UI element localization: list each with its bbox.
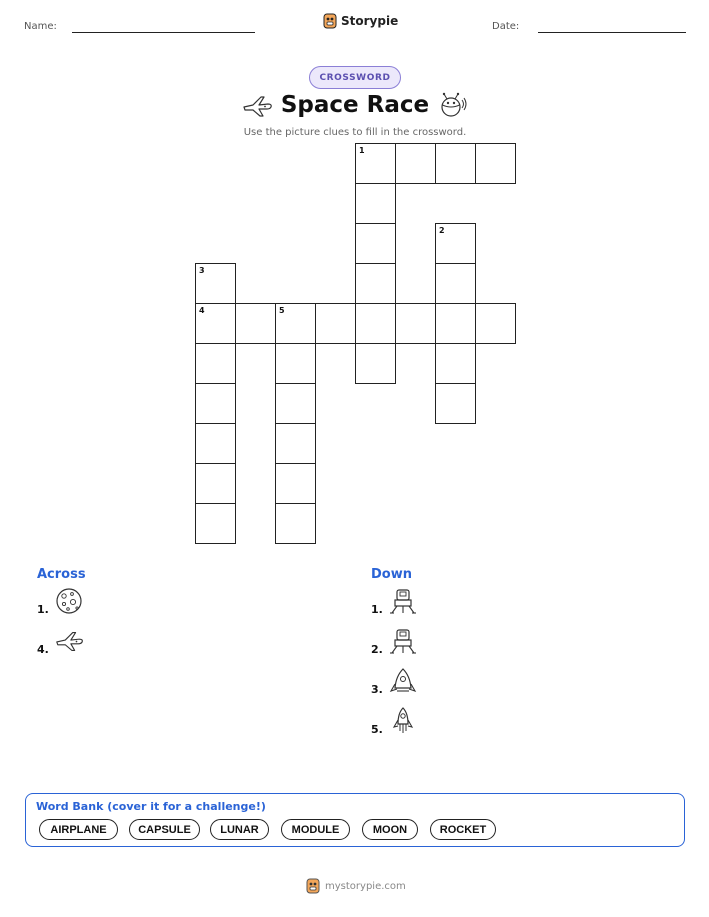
crossword-badge: CROSSWORD xyxy=(309,66,401,89)
grid-cell[interactable] xyxy=(395,143,436,184)
down-clue-number: 2. xyxy=(371,643,383,656)
across-clue-number: 1. xyxy=(37,603,49,616)
down-clue-number: 3. xyxy=(371,683,383,696)
clue-number-1: 1 xyxy=(359,146,365,155)
down-clue-number: 5. xyxy=(371,723,383,736)
grid-cell[interactable] xyxy=(235,303,276,344)
grid-cell[interactable] xyxy=(355,303,396,344)
word-chip: MOON xyxy=(362,819,418,840)
grid-cell[interactable] xyxy=(275,343,316,384)
footer xyxy=(306,878,406,894)
brand-logo xyxy=(323,13,398,29)
grid-cell[interactable] xyxy=(395,303,436,344)
storypie-mascot-icon xyxy=(323,13,337,29)
name-line[interactable] xyxy=(72,32,255,33)
grid-cell[interactable] xyxy=(195,383,236,424)
capsule-icon xyxy=(388,666,418,696)
word-chip: LUNAR xyxy=(210,819,269,840)
grid-cell[interactable] xyxy=(435,143,476,184)
grid-cell[interactable] xyxy=(475,303,516,344)
grid-cell[interactable] xyxy=(275,503,316,544)
word-chip: MODULE xyxy=(281,819,350,840)
grid-cell[interactable] xyxy=(355,263,396,304)
down-clue-number: 1. xyxy=(371,603,383,616)
word-chip: AIRPLANE xyxy=(39,819,118,840)
instructions: Use the picture clues to fill in the crossword. xyxy=(243,127,467,138)
date-label: Date: xyxy=(492,21,520,32)
grid-cell[interactable] xyxy=(195,503,236,544)
grid-cell[interactable] xyxy=(315,303,356,344)
grid-cell[interactable] xyxy=(355,343,396,384)
clue-number-3: 3 xyxy=(199,266,205,275)
grid-cell[interactable] xyxy=(355,183,396,224)
grid-cell[interactable] xyxy=(355,143,396,184)
word-bank xyxy=(25,793,685,847)
grid-cell[interactable] xyxy=(195,263,236,304)
clue-number-2: 2 xyxy=(439,226,445,235)
across-heading: Across xyxy=(37,567,86,582)
grid-cell[interactable] xyxy=(195,463,236,504)
grid-cell[interactable] xyxy=(275,463,316,504)
name-label: Name: xyxy=(24,21,57,32)
grid-cell[interactable] xyxy=(435,383,476,424)
storypie-mascot-icon xyxy=(306,878,320,894)
grid-cell[interactable] xyxy=(195,423,236,464)
page-title: Space Race xyxy=(280,92,430,118)
grid-cell[interactable] xyxy=(435,303,476,344)
grid-cell[interactable] xyxy=(275,303,316,344)
lunar-module-icon xyxy=(388,586,418,616)
clue-number-4: 4 xyxy=(199,306,205,315)
date-line[interactable] xyxy=(538,32,686,33)
clue-number-5: 5 xyxy=(279,306,285,315)
word-bank-title: Word Bank (cover it for a challenge!) xyxy=(36,800,266,813)
grid-cell[interactable] xyxy=(435,263,476,304)
grid-cell[interactable] xyxy=(275,423,316,464)
word-chip: ROCKET xyxy=(430,819,496,840)
rocket-icon xyxy=(388,706,418,736)
word-chip: CAPSULE xyxy=(129,819,200,840)
lunar-module-icon xyxy=(388,626,418,656)
grid-cell[interactable] xyxy=(195,343,236,384)
grid-cell[interactable] xyxy=(475,143,516,184)
brand-name: Storypie xyxy=(341,14,399,28)
across-clue-number: 4. xyxy=(37,643,49,656)
grid-cell[interactable] xyxy=(435,343,476,384)
grid-cell[interactable] xyxy=(435,223,476,264)
grid-cell[interactable] xyxy=(275,383,316,424)
grid-cell[interactable] xyxy=(355,223,396,264)
down-heading: Down xyxy=(371,567,412,582)
grid-cell[interactable] xyxy=(195,303,236,344)
moon-icon xyxy=(54,586,84,616)
satellite-robot-icon xyxy=(437,91,469,121)
footer-site[interactable]: mystorypie.com xyxy=(325,880,406,892)
airplane-icon xyxy=(54,626,84,656)
